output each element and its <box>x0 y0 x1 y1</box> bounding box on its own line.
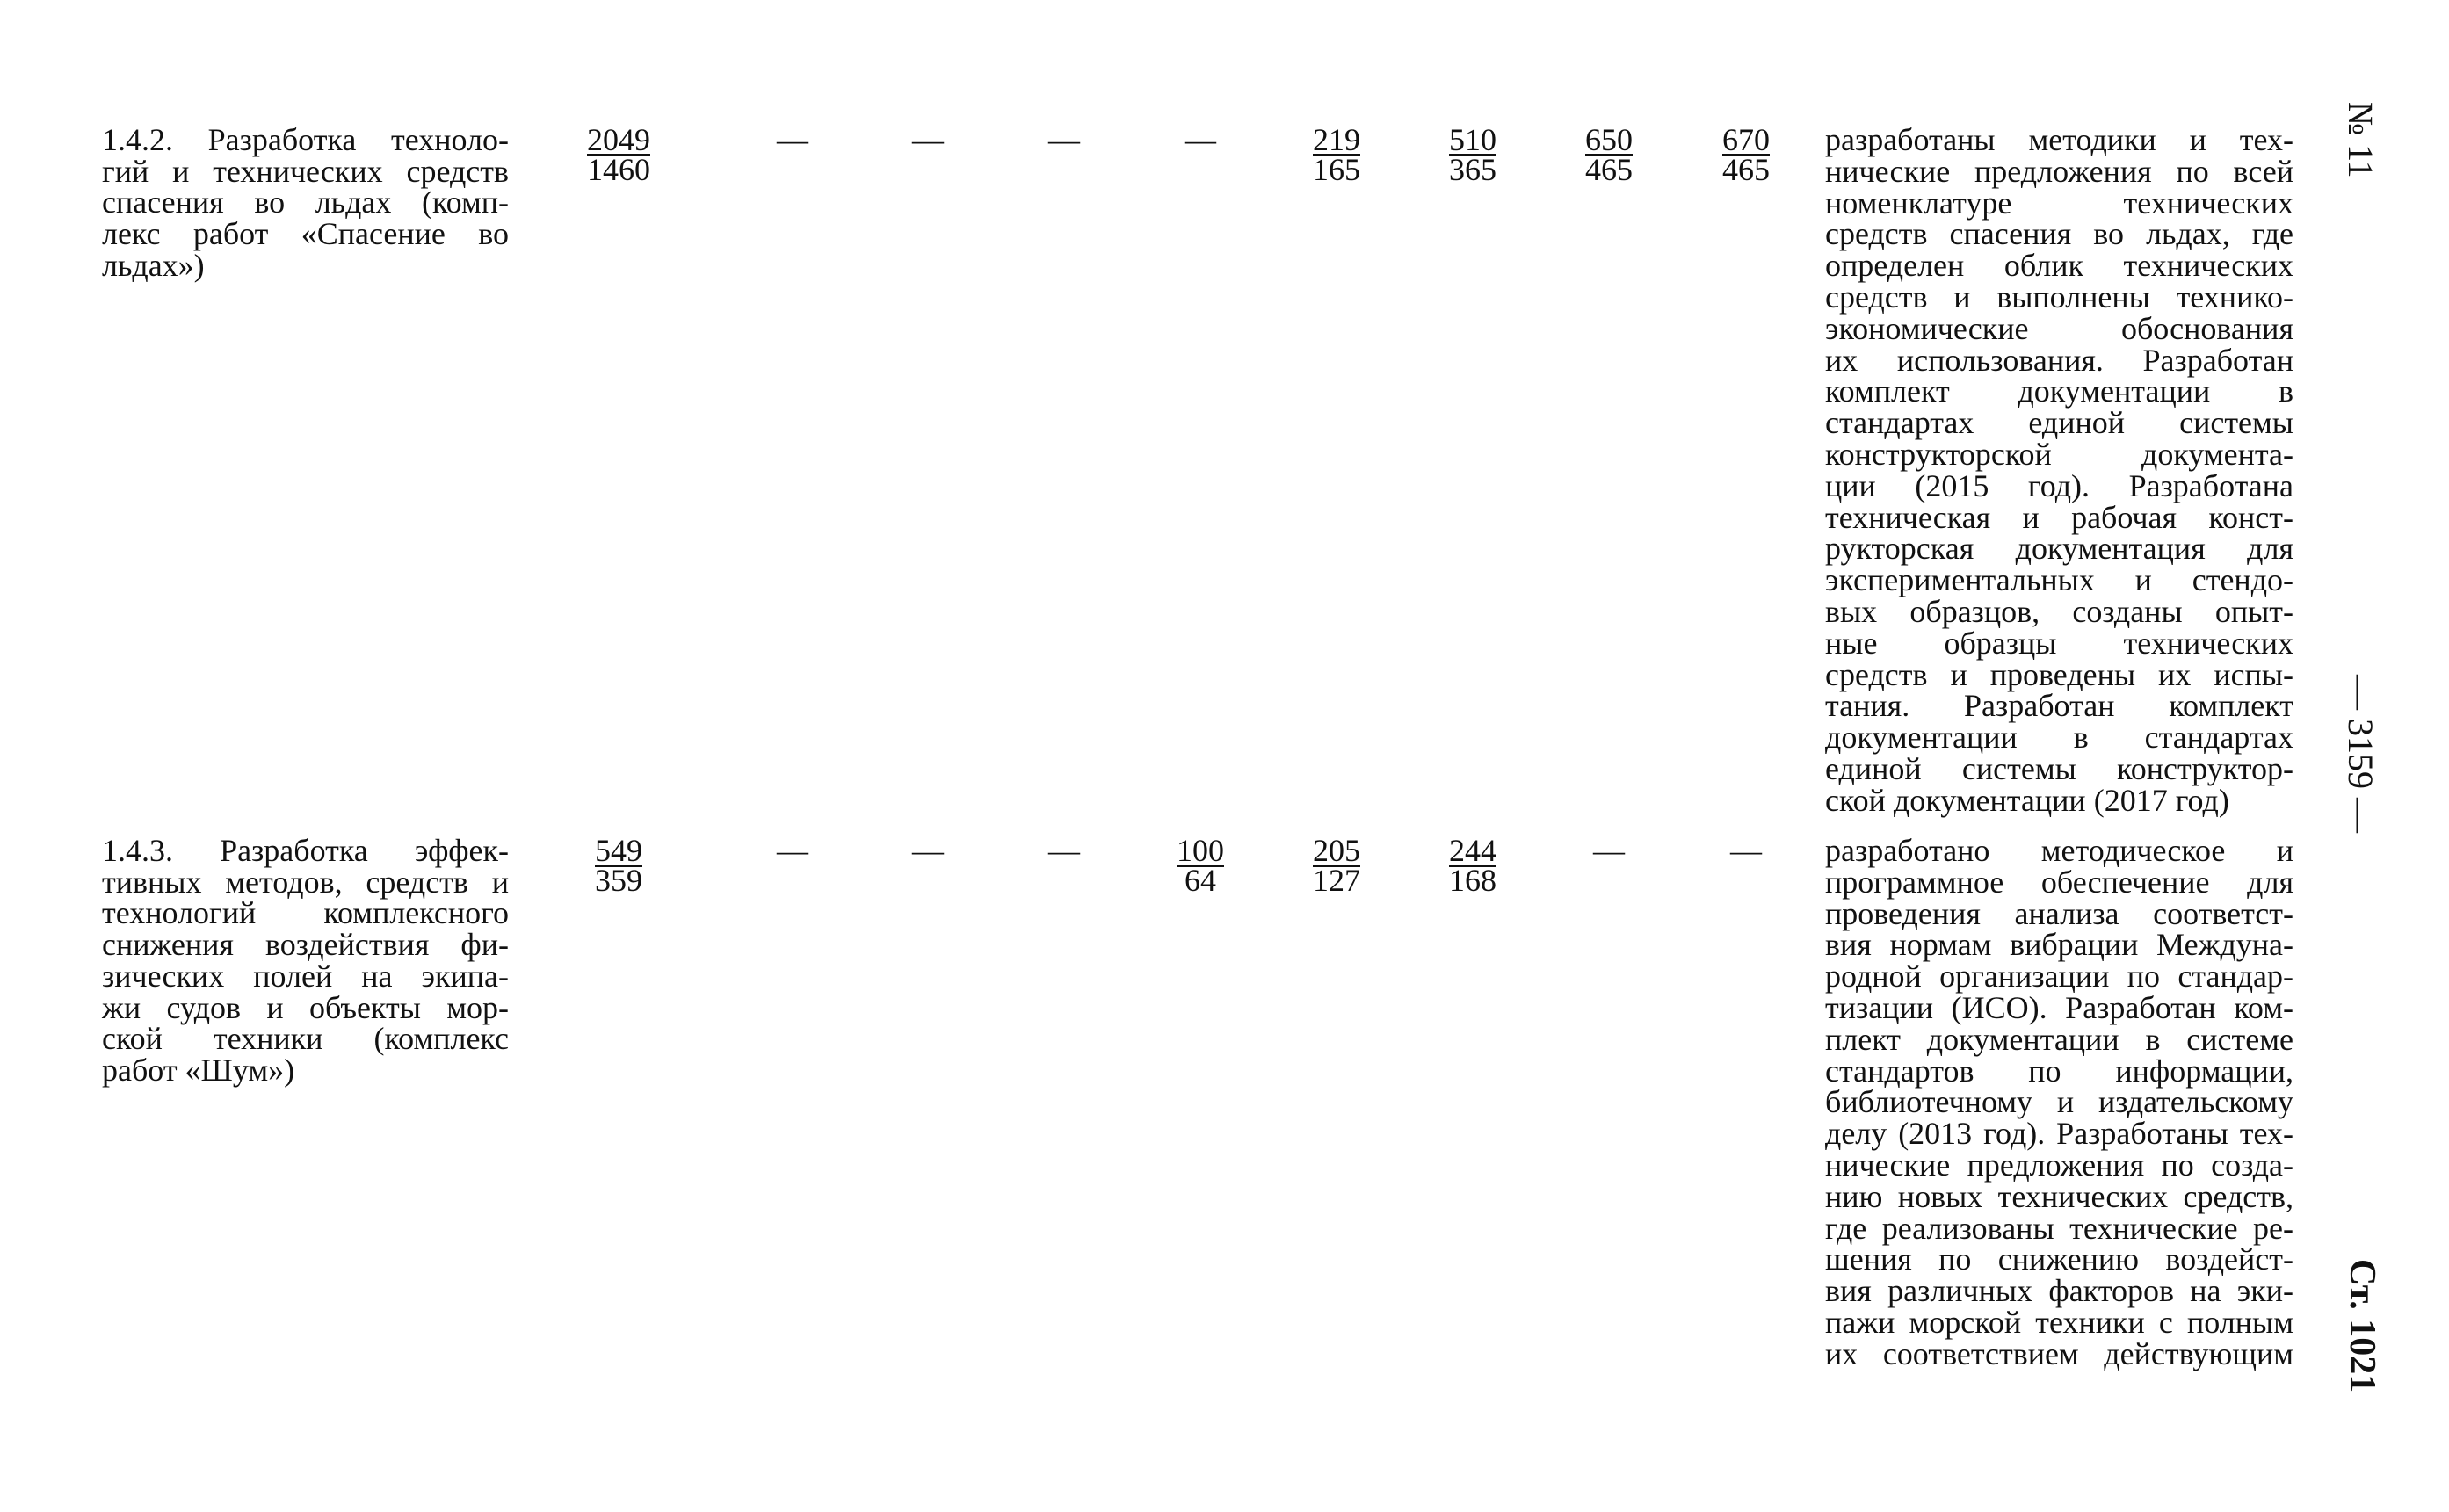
empty-value-dash: — <box>912 122 944 157</box>
value-denominator: 165 <box>1313 152 1360 187</box>
value-denominator: 127 <box>1313 863 1360 898</box>
value-numerator: 244 <box>1449 833 1496 868</box>
empty-value-dash: — <box>1048 122 1080 157</box>
row-title-line: льдах») <box>102 247 205 283</box>
value-cell <box>1152 833 1249 898</box>
value-numerator: 670 <box>1722 122 1770 157</box>
result-line: рукторская документация для <box>1825 531 2293 567</box>
result-line: нию новых технических средств, <box>1825 1178 2293 1214</box>
result-line: их использования. Разработан <box>1825 342 2293 378</box>
result-line: ской документации (2017 год) <box>1825 782 2229 818</box>
result-line: тания. Разработан комплект <box>1825 688 2293 724</box>
result-line: документации в стандартах <box>1825 720 2293 756</box>
row-title-line: жи судов и объекты мор- <box>102 989 509 1025</box>
result-line: тизации (ИСО). Разработан ком- <box>1825 989 2293 1025</box>
result-line: вия различных факторов на эки- <box>1825 1273 2293 1309</box>
value-cell <box>1424 122 1521 187</box>
result-line: разработаны методики и тех- <box>1825 122 2293 157</box>
result-line: техническая и рабочая конст- <box>1825 499 2293 535</box>
value-denominator: 365 <box>1449 152 1496 187</box>
row-title-line: 1.4.3. Разработка эффек- <box>102 833 509 868</box>
empty-value-dash: — <box>912 833 944 868</box>
value-denominator: 168 <box>1449 863 1496 898</box>
value-numerator: 549 <box>595 833 642 868</box>
value-cell <box>1016 122 1112 157</box>
result-line: стандартов по информации, <box>1825 1053 2293 1089</box>
value-cell <box>880 833 976 868</box>
value-cell <box>1561 122 1657 187</box>
value-cell <box>1152 122 1249 157</box>
empty-value-dash: — <box>1730 833 1762 868</box>
result-line: разработано методическое и <box>1825 833 2293 868</box>
value-denominator: 1460 <box>587 152 650 187</box>
value-cell-total <box>570 833 667 898</box>
result-line: нические предложения по созда- <box>1825 1147 2293 1183</box>
result-line: их соответствием действующим <box>1825 1335 2293 1371</box>
value-numerator: 2049 <box>587 122 650 157</box>
issue-number: № 11 <box>2341 102 2380 178</box>
result-line: пажи морской техники с полным <box>1825 1304 2293 1340</box>
result-line: проведения анализа соответст- <box>1825 895 2293 931</box>
page-number: — 3159 — <box>2341 675 2380 833</box>
value-cell <box>1698 122 1794 187</box>
value-cell <box>880 122 976 157</box>
result-line: родной организации по стандар- <box>1825 959 2293 995</box>
result-line: единой системы конструктор- <box>1825 750 2293 786</box>
value-cell <box>1288 833 1385 898</box>
row-title-line: технологий комплексного <box>102 895 509 931</box>
value-numerator: 205 <box>1313 833 1360 868</box>
row-title <box>102 122 509 283</box>
value-cell <box>1288 122 1385 187</box>
value-numerator: 510 <box>1449 122 1496 157</box>
value-cell <box>1424 833 1521 898</box>
value-denominator: 465 <box>1585 152 1633 187</box>
result-line: ции (2015 год). Разработана <box>1825 467 2293 503</box>
value-cell <box>1561 833 1657 868</box>
result-line: где реализованы технические ре- <box>1825 1210 2293 1246</box>
result-line: делу (2013 год). Разработаны тех- <box>1825 1116 2293 1152</box>
result-line: программное обеспечение для <box>1825 864 2293 900</box>
value-cell-total <box>570 122 667 187</box>
result-line: номенклатуре технических <box>1825 184 2293 221</box>
article-number: Ст. 1021 <box>2342 1259 2382 1393</box>
row-result-text <box>1825 122 2293 818</box>
value-cell <box>1698 833 1794 868</box>
result-line: нические предложения по всей <box>1825 153 2293 189</box>
empty-value-dash: — <box>777 833 808 868</box>
result-line: библиотечному и издательскому <box>1825 1084 2293 1120</box>
empty-value-dash: — <box>1185 122 1216 157</box>
value-denominator: 359 <box>595 863 642 898</box>
value-numerator: 100 <box>1177 833 1224 868</box>
result-line: шения по снижению воздейст- <box>1825 1241 2293 1277</box>
result-line: вых образцов, созданы опыт- <box>1825 593 2293 629</box>
value-numerator: 219 <box>1313 122 1360 157</box>
value-numerator: 650 <box>1585 122 1633 157</box>
result-line: комплект документации в <box>1825 373 2293 409</box>
row-title-line: работ «Шум») <box>102 1052 295 1088</box>
result-line: ные образцы технических <box>1825 625 2293 661</box>
row-title-line: ской техники (комплекс <box>102 1021 509 1057</box>
value-denominator: 64 <box>1185 863 1216 898</box>
value-cell <box>1016 833 1112 868</box>
row-result-text <box>1825 833 2293 1371</box>
row-title-line: снижения воздействия фи- <box>102 927 509 963</box>
row-title-line: зических полей на экипа- <box>102 958 509 994</box>
value-cell <box>744 833 841 868</box>
result-line: плект документации в системе <box>1825 1021 2293 1057</box>
row-title-line: 1.4.2. Разработка техноло- <box>102 122 509 157</box>
result-line: средств спасения во льдах, где <box>1825 216 2293 252</box>
value-cell <box>744 122 841 157</box>
empty-value-dash: — <box>1593 833 1625 868</box>
empty-value-dash: — <box>777 122 808 157</box>
result-line: средств и проведены их испы- <box>1825 656 2293 692</box>
row-title-line: гий и технических средств <box>102 153 509 189</box>
row-title <box>102 833 509 1088</box>
result-line: средств и выполнены технико- <box>1825 279 2293 315</box>
result-line: определен облик технических <box>1825 248 2293 284</box>
row-title-line: тивных методов, средств и <box>102 864 509 900</box>
result-line: стандартах единой системы <box>1825 405 2293 441</box>
result-line: экономические обоснования <box>1825 310 2293 346</box>
result-line: конструкторской документа- <box>1825 436 2293 472</box>
result-line: экспериментальных и стендо- <box>1825 562 2293 598</box>
row-title-line: спасения во льдах (комп- <box>102 184 509 221</box>
value-denominator: 465 <box>1722 152 1770 187</box>
empty-value-dash: — <box>1048 833 1080 868</box>
result-line: вия нормам вибрации Междуна- <box>1825 927 2293 963</box>
row-title-line: лекс работ «Спасение во <box>102 216 509 252</box>
